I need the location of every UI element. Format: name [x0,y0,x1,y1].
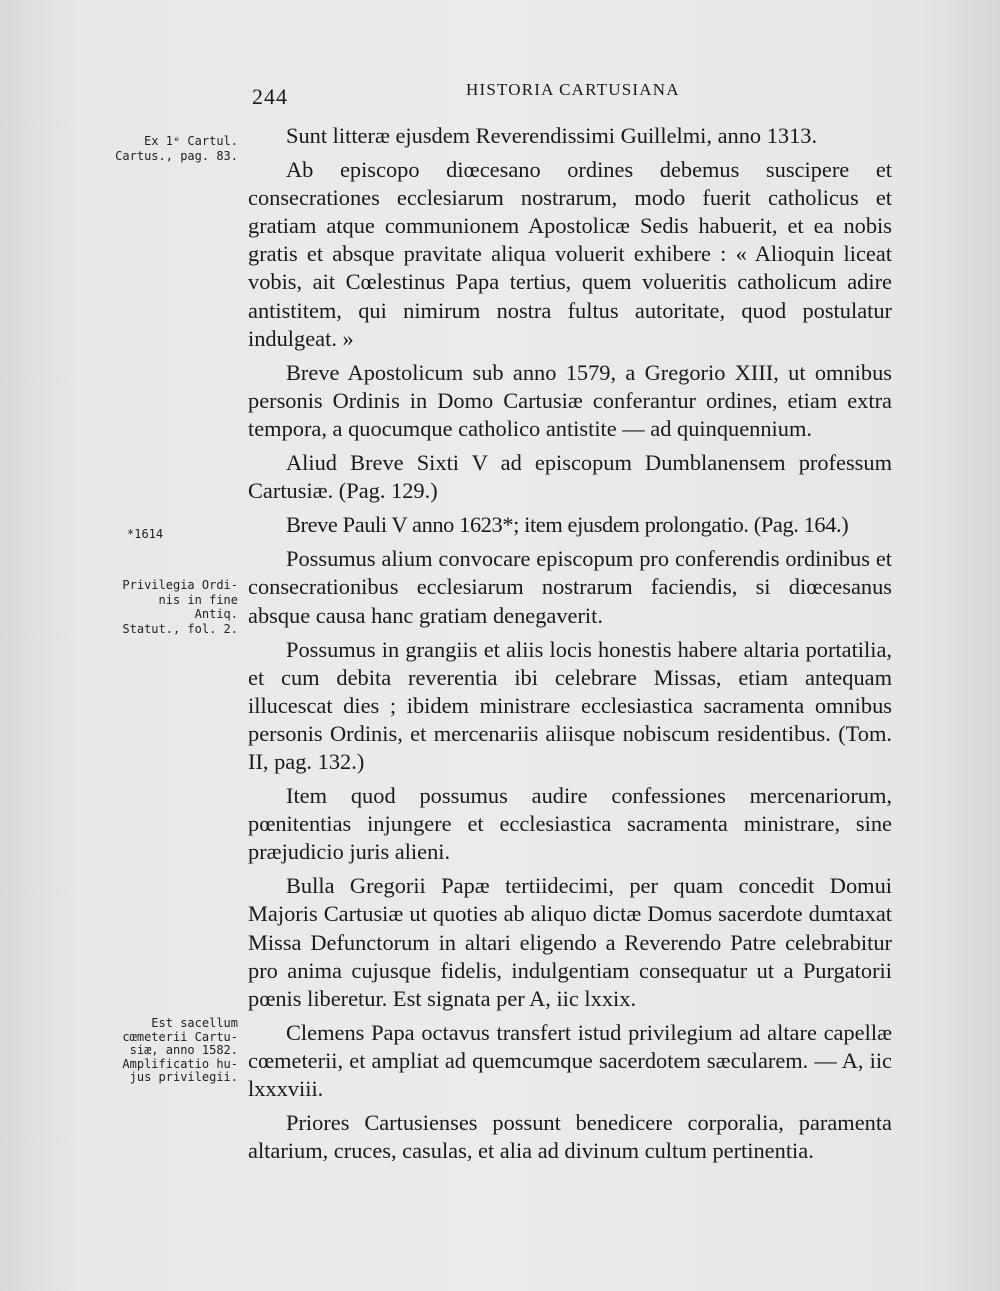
paragraph: Possumus alium convocare episcopum pro conferendis ordinibus et consecrationibus ecclesiarum nostrarum faciendis, si diœcesanus absque causa hanc gratiam denegaverit. [248,546,892,628]
margin-note-line: jus privilegii. [129,1070,238,1084]
margin-note-line: Amplificatio hu- [122,1056,238,1071]
paragraph: Aliud Breve Sixti V ad episcopum Dumblanensem professum Cartusiæ. (Pag. 129.) [248,450,892,504]
margin-note-line: Cartus., pag. 83. [115,148,238,163]
margin-note-line: Statut., fol. 2. [122,621,238,636]
page-number: 244 [252,84,288,109]
margin-note-line: cœmeterii Cartu- [122,1029,238,1044]
margin-note-cartulary [110,134,238,163]
margin-note-sacellum [110,1017,238,1085]
paragraph: Sunt litteræ ejusdem Reverendissimi Guillelmi, anno 1313. [286,123,818,148]
margin-note-line: Est sacellum [151,1016,238,1030]
paragraph: Item quod possumus audire confessiones mercenariorum, pœnitentias injungere et ecclesiastica sacramenta ministrare, sine præjudicio juris alieni. [248,783,892,865]
paragraph: Bulla Gregorii Papæ tertiidecimi, per quam concedit Domui Majoris Cartusiæ ut quoties ab aliquo dictæ Domus sacerdote dumtaxat Missa Defunctorum in altari eligendo a Reverendo Patre celebrabitur pro anima cujusque fidelis, indulgentiam consequatur ut a Purgatorii pœnis liberetur. Est signata per A, iic lxxix. [248,873,892,1011]
page-header [0,78,1000,108]
margin-note-line: nis in fine Antiq. [158,592,238,621]
margin-note-line: *1614 [127,527,164,541]
margin-note-date [127,527,255,542]
margin-note-privilegia [110,578,238,636]
main-text-block [248,122,892,1171]
margin-note-line: Ex 1ᵉ Cartul. [144,134,238,148]
running-title: HISTORIA CARTUSIANA [466,80,680,99]
paragraph: Breve Pauli V anno 1623*; item ejusdem prolongatio. (Pag. 164.) [286,512,849,538]
paragraph: Priores Cartusienses possunt benedicere corporalia, paramenta altarium, cruces, casulas, et alia ad divinum cultum pertinentia. [248,1110,892,1164]
paragraph: Clemens Papa octavus transfert istud privilegium ad altare capellæ cœmeterii, et ampliat ad quemcumque sacerdotem sæcularem. — A, iic lxxxviii. [248,1019,892,1101]
paragraph: Possumus in grangiis et aliis locis honestis habere altaria portatilia, et cum debita reverentia ibi celebrare Missas, etiam antequam illucescat dies ; ibidem ministrare ecclesiastica sacramenta omnibus personis Ordinis, et mercenariis aliisque nobiscum residentibus. (Tom. II, pag. 132.) [248,636,892,774]
paragraph: Ab episcopo diœcesano ordines debemus suscipere et consecrationes ecclesiarum nostrarum, modo fuerit catholicus et gratiam atque communionem Apostolicæ Sedis habuerit, et ea nobis gratis et absque pravitate aliqua voluerit exhibere : « Alioquin liceat vobis, ait Cœlestinus Papa tertius, quem volueritis catholicum adire antistitem, qui nimirum nostra fultus autoritate, quod postulatur indulgeat. » [248,157,892,351]
paragraph: Breve Apostolicum sub anno 1579, a Gregorio XIII, ut omnibus personis Ordinis in Domo Cartusiæ conferantur ordines, etiam extra tempora, a quocumque catholico antistite — ad quinquennium. [248,359,892,441]
margin-note-line: Privilegia Ordi- [122,578,238,592]
margin-note-line: siæ, anno 1582. [129,1043,238,1057]
